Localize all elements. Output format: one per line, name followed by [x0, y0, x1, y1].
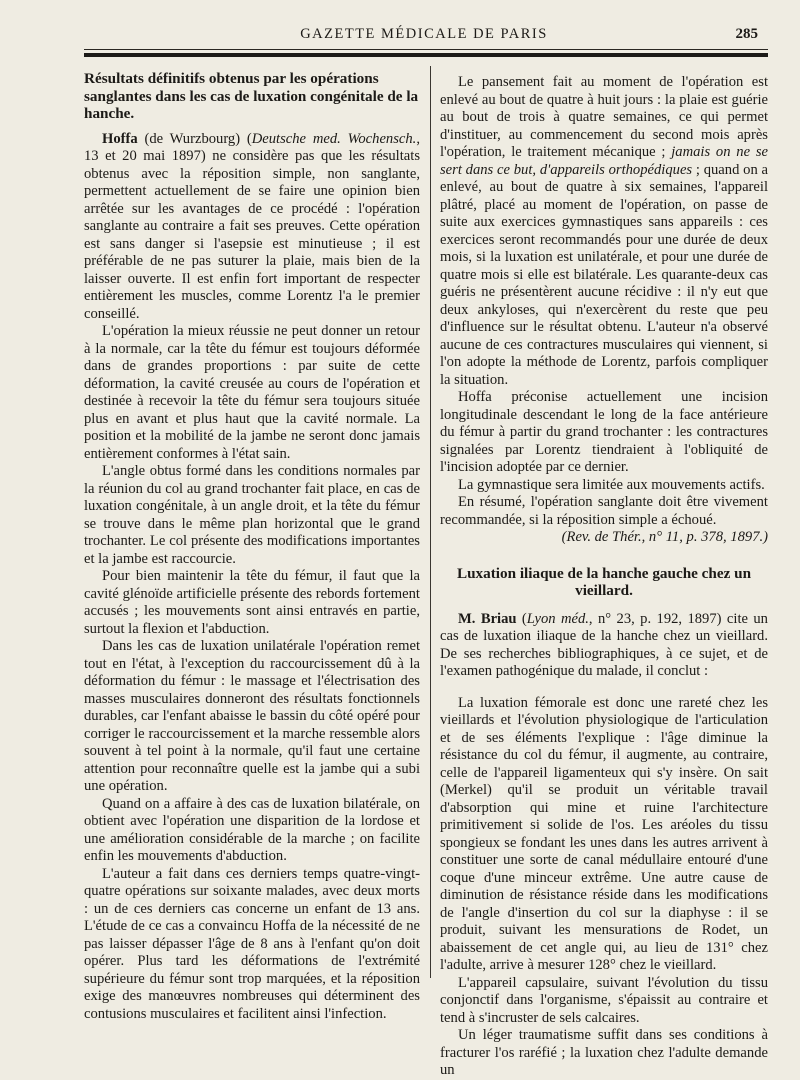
paragraph-text: ; quand on a enlevé, au bout de quatre à six semaines, l'appareil plâtré, placé au moment de l'opération, on passe de suite aux exercices gymnastiques sans appareils : ces exercices seront recommandés pour une durée de deux mois, si la luxation est unilatérale, et pour une durée de quatre mois si elle est bilatérale. Les quarante-deux cas guéris ne présentèrent aucune récidive : il n'y eut que deux ankyloses, qui n'exercèrent du reste que peu d'influence sur le résultat obtenu. L'auteur n'a observé aucune de ces contractures musculaires qui viennent, si l'on adopte la méthode de Lorentz, parfois compliquer la situation. [440, 161, 769, 388]
reference-open: ( [516, 610, 527, 627]
paragraph: Hoffa préconise actuellement une incision longitudinale descendant le long de la face antérieure du fémur à partir du grand trochanter : les contractures signalées par Lorentz tiendraient à l'obliquité de l'incision adoptée par ce dernier. [440, 389, 768, 475]
article-title: Luxation iliaque de la hanche gauche chez un vieillard. [456, 564, 752, 599]
paragraph: Un léger traumatisme suffit dans ses conditions à fracturer l'os raréfié ; la luxation chez l'adulte demande un [440, 1027, 768, 1078]
paragraph [440, 611, 768, 681]
paragraph-text: Le pansement fait au moment de l'opération est enlevé au bout de quatre à huit jours : la plaie est guérie au bout de trois à quatre semaines, ce qui permet d'instituer, au commencement du second mois après l'opération, le traitement mécanique ; [440, 74, 768, 160]
header-rule-thick [84, 53, 768, 57]
citation: (Rev. de Thér., n° 11, p. 378, 1897.) [561, 529, 768, 545]
paragraph: En résumé, l'opération sanglante doit être vivement recommandée, si la réposition simple a échoué. [440, 494, 768, 528]
paragraph: L'appareil capsulaire, suivant l'évolution du tissu conjonctif dans l'organisme, s'épaissit au contraire et tend à s'incruster de sels calcaires. [440, 974, 768, 1026]
paragraph [440, 74, 768, 389]
page-number: 285 [735, 26, 758, 42]
running-head [84, 26, 764, 46]
author-name: M. Briau [458, 610, 517, 627]
paragraph [84, 131, 420, 324]
paragraph: L'opération la mieux réussie ne peut donner un retour à la normale, car la tête du fémur est toujours déformée dans de grandes proportions : par suite de cette déformation, la cavité creusée au cours de l'opération et destinée à recevoir la tête du fémur sera toujours située plus en avant et plus haut que la cavité normale. La position et la mobilité de la jambe ne seront donc jamais entièrement conformes à l'état sain. [84, 323, 420, 462]
paragraph: Quand on a affaire à des cas de luxation bilatérale, on obtient avec l'opération une disparition de la lordose et une amélioration considérable de la marche ; on facilite enfin les mouvements d'abduction. [84, 795, 420, 864]
author-name: Hoffa [102, 130, 138, 147]
paragraph: L'angle obtus formé dans les conditions normales par la réunion du col au grand trochanter fait place, en cas de luxation congénitale, à un angle droit, et la tête du fémur se trouve dans le même plan horizontal que le grand trochanter. Le col présente des modifications importantes et la jambe est raccourcie. [84, 463, 420, 567]
right-column [440, 74, 768, 1080]
paragraph-gap [440, 681, 768, 695]
paragraph-text: , n° 23, p. 192, 1897) cite un cas de luxation iliaque de la hanche chez un vieillard. De ses recherches bibliographiques, à ce sujet, et de l'examen pathogénique du malade, il conclut : [440, 610, 768, 679]
paragraph-text: , 13 et 20 mai 1897) ne considère pas que les résultats obtenus avec la réposition simple, non sanglante, permettent actuellement de se faire une opinion bien arrêtée sur les avantages de ce procédé : l'opération sanglante au contraire a fait ses preuves. Cette opération est sans danger si l'asepsie est minutieuse ; il est préférable de ne pas suturer la plaie, mais bien de la laisser ouverte. Il est enfin fort important de respecter entièrement les muscles, comme Lorentz l'a le premier conseillé. [84, 130, 420, 322]
paragraph: L'auteur a fait dans ces derniers temps quatre-vingt-quatre opérations sur soixante malades, avec deux morts : un de ces derniers cas concerne un enfant de 13 ans. L'étude de ce cas a convaincu Hoffa de la nécessité de ne pas laisser dépasser l'âge de 8 ans à l'enfant qu'on doit opérer. Plus tard les déformations de l'extrémité supérieure du fémur sont trop marquées, et la réposition exige des manœuvres nombreuses qui déterminent des contusions musculaires et facilitent ainsi l'infection. [84, 865, 420, 1022]
emphasized-text: jamais on ne se sert dans ce but, d'appareils orthopédiques [440, 144, 768, 178]
paragraph: La gymnastique sera limitée aux mouvements actifs. [458, 476, 765, 493]
article-title: Résultats définitifs obtenus par les opérations sanglantes dans les cas de luxation congénitale de la hanche. [84, 70, 419, 122]
column-divider [430, 66, 431, 978]
reference-open: (de Wurzbourg) ( [137, 130, 252, 147]
paragraph: La luxation fémorale est donc une rareté chez les vieillards et l'évolution physiologique de l'articulation et de ses éléments l'explique : l'âge diminue la résistance du col du fémur, il augmente, au contraire, celle de l'appareil ligamenteux qui s'y insère. On sait (Merkel) qu'il se produit un véritable travail d'absorption qui mine et ruine l'architecture primitivement si solide de l'os. Les aréoles du tissu spongieux se fondant les unes dans les autres arrivent à constituer une sorte de canal médullaire entouré d'une coque d'une minceur extrême. Une autre cause de diminution de résistance réside dans les modifications de l'angle d'insertion du col sur la diaphyse : il se produit, suivant les mensurations de Rodet, un abaissement de cet angle qui, au lieu de 131° chez l'adulte, arrive à mesurer 128° chez le vieillard. [440, 694, 768, 973]
paragraph: Pour bien maintenir la tête du fémur, il faut que la cavité glénoïde artificielle présente des rebords fortement accusés ; les mouvements sont ainsi entravés en partie, surtout la flexion et l'abduction. [84, 568, 420, 637]
journal-title: GAZETTE MÉDICALE DE PARIS [300, 26, 548, 42]
journal-reference: Lyon méd. [526, 610, 589, 627]
left-column [84, 70, 420, 1023]
journal-reference: Deutsche med. Wochensch. [251, 130, 417, 147]
paragraph: Dans les cas de luxation unilatérale l'opération remet tout en l'état, à l'exception du raccourcissement dû à la déformation du fémur : le massage et l'électrisation des masses musculaires donneront des résultats fonctionnels durables, car l'enfant abaisse le bassin du côté opéré pour corriger le raccourcissement et la marche ressemble alors souvent à tel point à la normale, qu'il faut une certaine attention pour reconnaître quelle est la jambe qui a subi une opération. [84, 638, 420, 794]
header-rule-thin [84, 49, 768, 50]
